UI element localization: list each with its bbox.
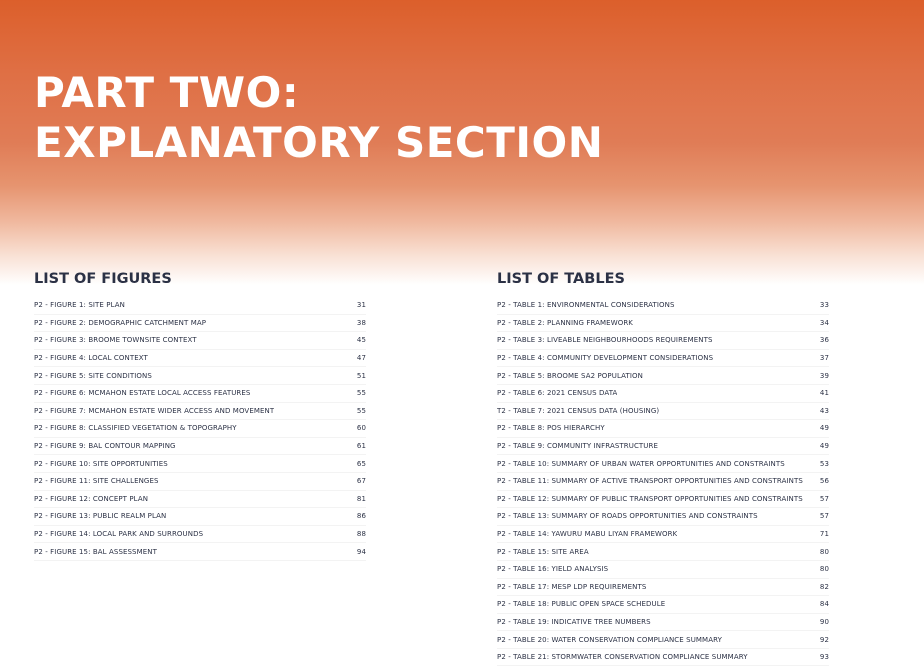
figure-list-item[interactable] bbox=[34, 438, 366, 456]
table-list-item-page-number: 33 bbox=[819, 301, 829, 310]
figure-list-item[interactable] bbox=[34, 455, 366, 473]
table-list-item[interactable] bbox=[497, 596, 829, 614]
figure-list-item-page-number: 55 bbox=[356, 406, 366, 415]
figure-list-item[interactable] bbox=[34, 367, 366, 385]
table-list-item-page-number: 71 bbox=[819, 530, 829, 539]
table-list-item-label: P2 - TABLE 13: SUMMARY OF ROADS OPPORTUNITIES AND CONSTRAINTS bbox=[497, 512, 758, 521]
figure-list-item-page-number: 31 bbox=[356, 301, 366, 310]
figure-list-item[interactable] bbox=[34, 508, 366, 526]
figure-list-item-page-number: 61 bbox=[356, 442, 366, 451]
figure-list-item[interactable] bbox=[34, 491, 366, 509]
table-list-item-page-number: 37 bbox=[819, 354, 829, 363]
table-list-item-page-number: 90 bbox=[819, 617, 829, 626]
table-list-item[interactable] bbox=[497, 297, 829, 315]
figure-list-item-label: P2 - FIGURE 15: BAL ASSESSMENT bbox=[34, 547, 157, 556]
figure-list-item[interactable] bbox=[34, 315, 366, 333]
table-list-item-label: P2 - TABLE 14: YAWURU MABU LIYAN FRAMEWORK bbox=[497, 530, 678, 539]
figure-list-item[interactable] bbox=[34, 350, 366, 368]
table-list-item-label: P2 - TABLE 12: SUMMARY OF PUBLIC TRANSPORT OPPORTUNITIES AND CONSTRAINTS bbox=[497, 494, 803, 503]
figure-list-item-page-number: 51 bbox=[356, 371, 366, 380]
figure-list-item-label: P2 - FIGURE 6: MCMAHON ESTATE LOCAL ACCESS FEATURES bbox=[34, 389, 251, 398]
table-list-item-label: T2 - TABLE 7: 2021 CENSUS DATA (HOUSING) bbox=[497, 406, 660, 415]
table-list-item[interactable] bbox=[497, 473, 829, 491]
table-list-item-page-number: 57 bbox=[819, 512, 829, 521]
table-list-item[interactable] bbox=[497, 543, 829, 561]
table-list-item-page-number: 82 bbox=[819, 582, 829, 591]
table-list-item[interactable] bbox=[497, 403, 829, 421]
table-list-item-label: P2 - TABLE 2: PLANNING FRAMEWORK bbox=[497, 318, 633, 327]
table-list-item[interactable] bbox=[497, 420, 829, 438]
table-list-item-page-number: 80 bbox=[819, 565, 829, 574]
list-of-tables-heading: LIST OF TABLES bbox=[497, 271, 625, 287]
table-list-item-page-number: 92 bbox=[819, 635, 829, 644]
table-list-item-label: P2 - TABLE 16: YIELD ANALYSIS bbox=[497, 565, 609, 574]
figure-list-item-label: P2 - FIGURE 5: SITE CONDITIONS bbox=[34, 371, 152, 380]
list-of-figures bbox=[34, 297, 366, 561]
figure-list-item-page-number: 94 bbox=[356, 547, 366, 556]
figure-list-item-label: P2 - FIGURE 12: CONCEPT PLAN bbox=[34, 494, 149, 503]
table-list-item-label: P2 - TABLE 15: SITE AREA bbox=[497, 547, 589, 556]
table-list-item-label: P2 - TABLE 11: SUMMARY OF ACTIVE TRANSPORT OPPORTUNITIES AND CONSTRAINTS bbox=[497, 477, 803, 486]
table-list-item-label: P2 - TABLE 4: COMMUNITY DEVELOPMENT CONSIDERATIONS bbox=[497, 354, 714, 363]
figure-list-item[interactable] bbox=[34, 403, 366, 421]
table-list-item-label: P2 - TABLE 19: INDICATIVE TREE NUMBERS bbox=[497, 617, 651, 626]
table-list-item-page-number: 49 bbox=[819, 442, 829, 451]
table-list-item-label: P2 - TABLE 8: POS HIERARCHY bbox=[497, 424, 605, 433]
table-list-item-label: P2 - TABLE 20: WATER CONSERVATION COMPLIANCE SUMMARY bbox=[497, 635, 722, 644]
figure-list-item[interactable] bbox=[34, 543, 366, 561]
table-list-item[interactable] bbox=[497, 367, 829, 385]
figure-list-item-label: P2 - FIGURE 2: DEMOGRAPHIC CATCHMENT MAP bbox=[34, 318, 207, 327]
table-list-item-page-number: 57 bbox=[819, 494, 829, 503]
figure-list-item-page-number: 67 bbox=[356, 477, 366, 486]
table-list-item[interactable] bbox=[497, 491, 829, 509]
figure-list-item-label: P2 - FIGURE 1: SITE PLAN bbox=[34, 301, 125, 310]
figure-list-item[interactable] bbox=[34, 526, 366, 544]
figure-list-item-label: P2 - FIGURE 11: SITE CHALLENGES bbox=[34, 477, 159, 486]
table-list-item-page-number: 49 bbox=[819, 424, 829, 433]
table-list-item-page-number: 93 bbox=[819, 653, 829, 662]
table-list-item[interactable] bbox=[497, 526, 829, 544]
figure-list-item-label: P2 - FIGURE 9: BAL CONTOUR MAPPING bbox=[34, 442, 176, 451]
table-list-item-page-number: 39 bbox=[819, 371, 829, 380]
table-list-item[interactable] bbox=[497, 350, 829, 368]
figure-list-item-label: P2 - FIGURE 14: LOCAL PARK AND SURROUNDS bbox=[34, 530, 204, 539]
table-list-item-page-number: 36 bbox=[819, 336, 829, 345]
list-of-tables bbox=[497, 297, 829, 666]
figure-list-item-page-number: 81 bbox=[356, 494, 366, 503]
figure-list-item-label: P2 - FIGURE 7: MCMAHON ESTATE WIDER ACCESS AND MOVEMENT bbox=[34, 406, 275, 415]
table-list-item-page-number: 84 bbox=[819, 600, 829, 609]
table-list-item[interactable] bbox=[497, 332, 829, 350]
table-list-item-label: P2 - TABLE 21: STORMWATER CONSERVATION COMPLIANCE SUMMARY bbox=[497, 653, 748, 662]
figure-list-item[interactable] bbox=[34, 385, 366, 403]
page-title-line-1: PART TWO: bbox=[34, 68, 300, 117]
figure-list-item-label: P2 - FIGURE 3: BROOME TOWNSITE CONTEXT bbox=[34, 336, 197, 345]
table-list-item-page-number: 41 bbox=[819, 389, 829, 398]
table-list-item-label: P2 - TABLE 3: LIVEABLE NEIGHBOURHOODS REQUIREMENTS bbox=[497, 336, 713, 345]
table-list-item-page-number: 43 bbox=[819, 406, 829, 415]
table-list-item-label: P2 - TABLE 1: ENVIRONMENTAL CONSIDERATIONS bbox=[497, 301, 675, 310]
figure-list-item-label: P2 - FIGURE 8: CLASSIFIED VEGETATION & TOPOGRAPHY bbox=[34, 424, 237, 433]
table-list-item[interactable] bbox=[497, 455, 829, 473]
table-list-item-label: P2 - TABLE 17: MESP LDP REQUIREMENTS bbox=[497, 582, 647, 591]
table-list-item[interactable] bbox=[497, 579, 829, 597]
table-list-item-label: P2 - TABLE 18: PUBLIC OPEN SPACE SCHEDULE bbox=[497, 600, 666, 609]
figure-list-item[interactable] bbox=[34, 420, 366, 438]
table-list-item-label: P2 - TABLE 5: BROOME SA2 POPULATION bbox=[497, 371, 643, 380]
table-list-item[interactable] bbox=[497, 631, 829, 649]
figure-list-item-page-number: 65 bbox=[356, 459, 366, 468]
table-list-item[interactable] bbox=[497, 508, 829, 526]
figure-list-item-label: P2 - FIGURE 13: PUBLIC REALM PLAN bbox=[34, 512, 167, 521]
figure-list-item[interactable] bbox=[34, 297, 366, 315]
figure-list-item-page-number: 47 bbox=[356, 354, 366, 363]
table-list-item-label: P2 - TABLE 10: SUMMARY OF URBAN WATER OPPORTUNITIES AND CONSTRAINTS bbox=[497, 459, 785, 468]
figure-list-item-page-number: 55 bbox=[356, 389, 366, 398]
figure-list-item-page-number: 60 bbox=[356, 424, 366, 433]
figure-list-item[interactable] bbox=[34, 473, 366, 491]
table-list-item[interactable] bbox=[497, 649, 829, 666]
table-list-item-page-number: 34 bbox=[819, 318, 829, 327]
table-list-item[interactable] bbox=[497, 561, 829, 579]
table-list-item-page-number: 53 bbox=[819, 459, 829, 468]
figure-list-item-page-number: 45 bbox=[356, 336, 366, 345]
table-list-item[interactable] bbox=[497, 438, 829, 456]
table-list-item[interactable] bbox=[497, 315, 829, 333]
list-of-figures-heading: LIST OF FIGURES bbox=[34, 271, 172, 287]
figure-list-item[interactable] bbox=[34, 332, 366, 350]
figure-list-item-page-number: 86 bbox=[356, 512, 366, 521]
table-list-item-page-number: 56 bbox=[819, 477, 829, 486]
table-list-item[interactable] bbox=[497, 614, 829, 632]
figure-list-item-page-number: 38 bbox=[356, 318, 366, 327]
page-title-line-2: EXPLANATORY SECTION bbox=[34, 118, 604, 167]
table-list-item-page-number: 80 bbox=[819, 547, 829, 556]
table-list-item-label: P2 - TABLE 9: COMMUNITY INFRASTRUCTURE bbox=[497, 442, 659, 451]
figure-list-item-page-number: 88 bbox=[356, 530, 366, 539]
table-list-item-label: P2 - TABLE 6: 2021 CENSUS DATA bbox=[497, 389, 618, 398]
figure-list-item-label: P2 - FIGURE 10: SITE OPPORTUNITIES bbox=[34, 459, 168, 468]
figure-list-item-label: P2 - FIGURE 4: LOCAL CONTEXT bbox=[34, 354, 148, 363]
page-title bbox=[34, 68, 603, 168]
table-list-item[interactable] bbox=[497, 385, 829, 403]
